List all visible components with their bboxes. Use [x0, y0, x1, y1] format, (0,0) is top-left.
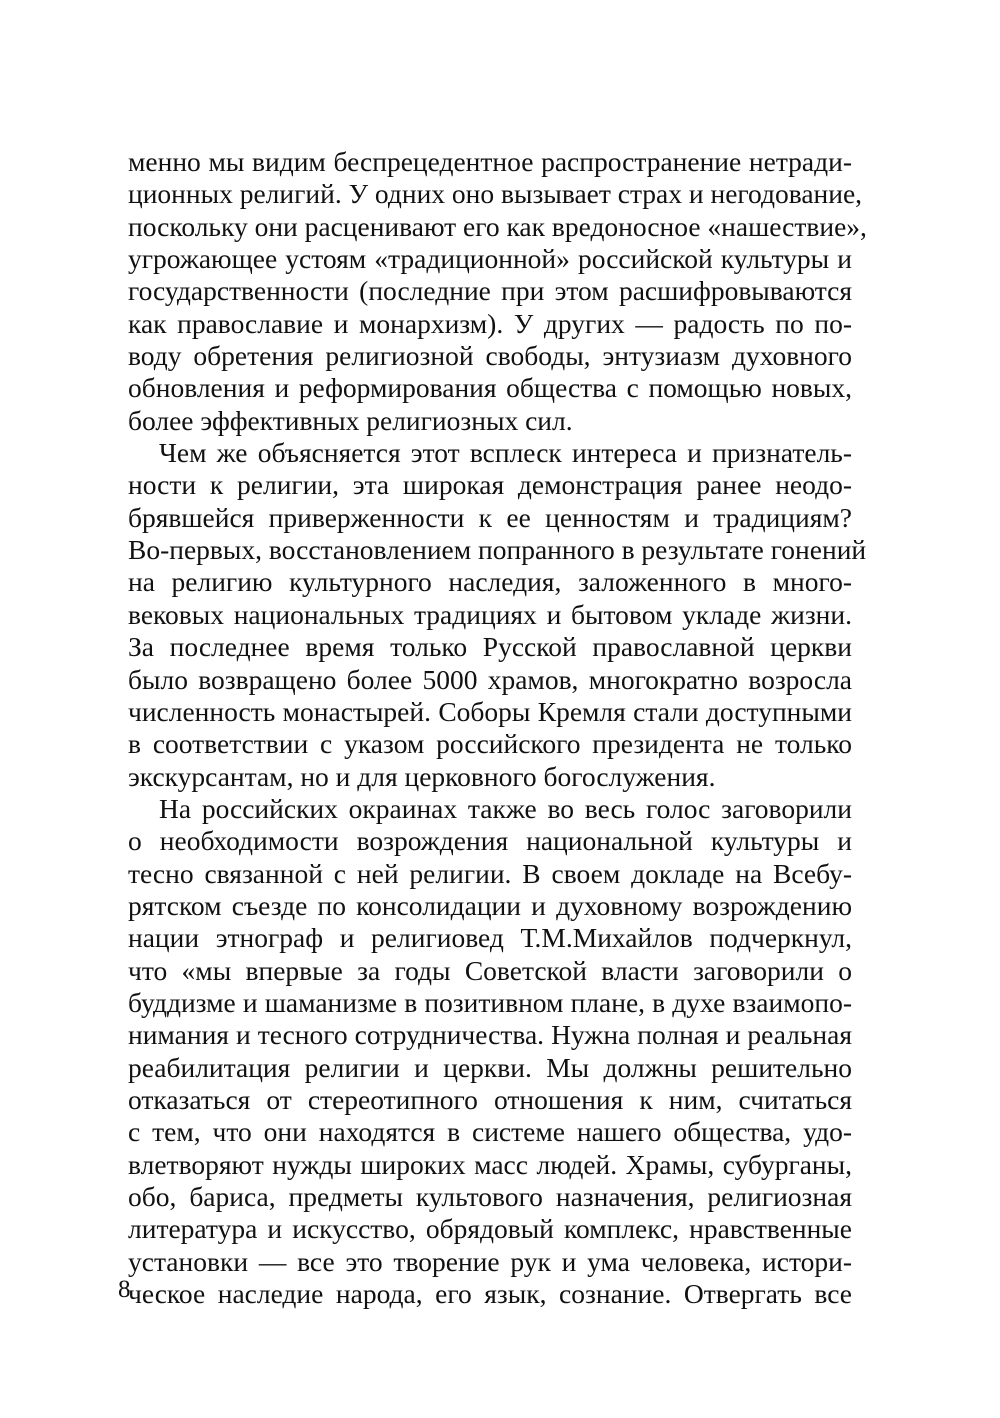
- text-line: Во-первых, восстановлением попранного в результате гонений: [128, 534, 867, 566]
- text-line: На российских окраинах также во весь голос заговорили: [159, 792, 852, 824]
- text-line: о необходимости возрождения национальной культуры и: [128, 825, 852, 857]
- text-line: отказаться от стереотипного отношения к ним, считаться: [128, 1083, 852, 1115]
- text-line: нации этнограф и религиовед Т.М.Михайлов подчеркнул,: [128, 922, 852, 954]
- text-line: как православие и монархизм). У других — радость по по-: [128, 307, 852, 339]
- text-line: воду обретения религиозной свободы, энтузиазм духовного: [128, 340, 852, 372]
- paragraph: [128, 793, 852, 1311]
- text-line: более эффективных религиозных сил.: [128, 404, 573, 436]
- text-line: нимания и тесного сотрудничества. Нужна полная и реальная: [128, 1019, 852, 1051]
- page-number: 8: [118, 1276, 131, 1303]
- text-line: ности к религии, эта широкая демонстрация ранее неодо-: [128, 469, 852, 501]
- text-line: поскольку они расценивают его как вредоносное «нашествие»,: [128, 210, 867, 242]
- text-line: обо, бариса, предметы культового назначения, религиозная: [128, 1181, 852, 1212]
- paragraph: [128, 146, 867, 437]
- text-line: За последнее время только Русской православной церкви: [128, 631, 852, 663]
- text-line: на религию культурного наследия, заложенного в много-: [128, 566, 852, 598]
- text-line: государственности (последние при этом расшифровываются: [128, 275, 852, 307]
- text-line: что «мы впервые за годы Советской власти заговорили о: [128, 954, 852, 986]
- text-line: ческое наследие народа, его язык, сознание. Отвергать все: [128, 1278, 852, 1310]
- text-line: брявшейся приверженности к ее ценностям и традициям?: [128, 501, 852, 533]
- text-line: обновления и реформирования общества с помощью новых,: [128, 372, 852, 404]
- text-line: Чем же объясняется этот всплеск интереса и признатель-: [159, 437, 852, 469]
- text-line: буддизме и шаманизме в позитивном плане, в духе взаимопо-: [128, 986, 852, 1018]
- paragraph: [128, 437, 867, 793]
- text-line: экскурсантам, но и для церковного богослужения.: [128, 760, 716, 792]
- text-line: менно мы видим беспрецедентное распространение нетради-: [128, 146, 852, 177]
- body-text: [128, 146, 867, 1310]
- text-line: угрожающее устоям «традиционной» российской культуры и: [128, 243, 852, 275]
- text-line: в соответствии с указом российского президента не только: [128, 728, 852, 760]
- text-line: рятском съезде по консолидации и духовному возрождению: [128, 889, 852, 921]
- text-line: ционных религий. У одних оно вызывает страх и негодование,: [128, 178, 863, 210]
- text-line: вековых национальных традициях и бытовом укладе жизни.: [128, 598, 852, 630]
- text-line: установки — все это творение рук и ума человека, истори-: [128, 1245, 852, 1277]
- text-line: тесно связанной с ней религии. В своем докладе на Всебу-: [128, 857, 852, 889]
- text-line: реабилитация религии и церкви. Мы должны решительно: [128, 1051, 852, 1083]
- text-line: литература и искусство, обрядовый комплекс, нравственные: [128, 1213, 852, 1245]
- text-line: численность монастырей. Соборы Кремля стали доступными: [128, 695, 852, 727]
- text-line: с тем, что они находятся в системе нашего общества, удо-: [128, 1116, 852, 1148]
- text-line: влетворяют нужды широких масс людей. Храмы, субурганы,: [128, 1148, 852, 1180]
- text-line: было возвращено более 5000 храмов, многократно возросла: [128, 663, 852, 695]
